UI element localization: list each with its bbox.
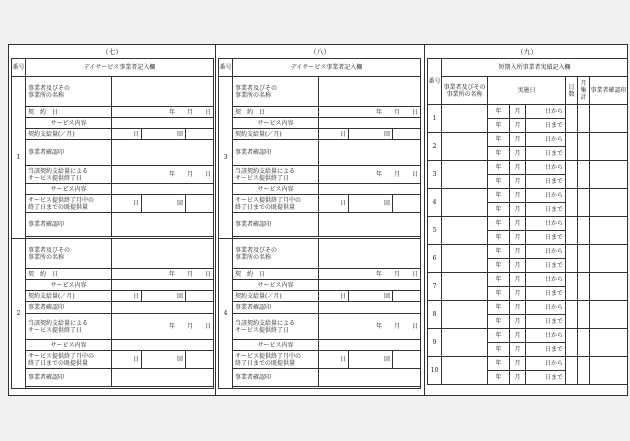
confirm-seal-label: 事業者確認印: [26, 302, 112, 314]
office-name-label: 事業者及びその 事業所の名称: [26, 239, 112, 269]
provided-extra-field[interactable]: [186, 195, 214, 213]
amount-days-field[interactable]: 日: [319, 291, 349, 302]
to-day[interactable]: 日まで: [526, 203, 566, 217]
month-total-field[interactable]: [578, 217, 590, 245]
month-total-field[interactable]: [578, 189, 590, 217]
row-number: 2: [428, 133, 442, 161]
row-number: 1: [428, 105, 442, 133]
from-day[interactable]: 日から: [526, 217, 566, 231]
office-field[interactable]: [442, 105, 488, 133]
from-year: 年: [488, 301, 510, 315]
provided-times-field[interactable]: 回: [142, 195, 186, 213]
office-field[interactable]: [442, 329, 488, 357]
office-field[interactable]: [442, 301, 488, 329]
provided-days-field[interactable]: 日: [112, 351, 142, 369]
from-day[interactable]: 日から: [526, 357, 566, 371]
contract-date-field[interactable]: 年 月 日: [112, 269, 214, 280]
block-number: 2: [12, 239, 26, 389]
col-header: 短期入所事業者実績記入欄: [442, 59, 628, 77]
panel-eight: [216, 45, 424, 395]
office-name-field[interactable]: [112, 239, 214, 269]
month-total-field[interactable]: [578, 301, 590, 329]
provided-times-field[interactable]: 回: [142, 351, 186, 369]
row-number: 9: [428, 329, 442, 357]
contract-date-label: 契 約 日: [26, 107, 112, 118]
amount-times-field[interactable]: 回: [349, 129, 393, 140]
from-day[interactable]: 日から: [526, 161, 566, 175]
from-year: 年: [488, 133, 510, 147]
amount-times-field[interactable]: 回: [349, 291, 393, 302]
from-year: 年: [488, 161, 510, 175]
from-month: 月: [510, 105, 526, 119]
month-total-header: 月集計: [578, 77, 590, 105]
confirm-header: 事業者確認印: [590, 77, 628, 105]
row-number: 5: [428, 217, 442, 245]
confirm-seal-field[interactable]: [112, 140, 214, 166]
from-month: 月: [510, 133, 526, 147]
end-date-field[interactable]: 年 月 日: [112, 166, 214, 184]
month-total-field[interactable]: [578, 245, 590, 273]
confirm-seal-label: 事業者確認印: [26, 140, 112, 166]
office-field[interactable]: [442, 217, 488, 245]
to-month: 月: [510, 147, 526, 161]
amount-days-field[interactable]: 日: [112, 291, 142, 302]
amount-days-field[interactable]: 日: [319, 129, 349, 140]
from-day[interactable]: 日から: [526, 273, 566, 287]
month-total-field[interactable]: [578, 133, 590, 161]
confirm-field[interactable]: [590, 329, 628, 357]
office-field[interactable]: [442, 161, 488, 189]
row-number: 7: [428, 273, 442, 301]
confirm-seal-field[interactable]: [319, 302, 421, 314]
office-name-field[interactable]: [319, 239, 421, 269]
to-month: 月: [510, 231, 526, 245]
to-month: 月: [510, 259, 526, 273]
end-date-field[interactable]: 年 月 日: [112, 314, 214, 340]
provided-days-field[interactable]: 日: [319, 195, 349, 213]
provided-days-field[interactable]: 日: [112, 195, 142, 213]
office-name-field[interactable]: [112, 77, 214, 107]
days-field[interactable]: [566, 217, 578, 245]
amount-times-field[interactable]: 回: [142, 129, 186, 140]
provided-extra-field[interactable]: [186, 351, 214, 369]
to-day[interactable]: 日まで: [526, 287, 566, 301]
to-month: 月: [510, 371, 526, 385]
from-year: 年: [488, 273, 510, 287]
confirm-field[interactable]: [590, 161, 628, 189]
service-content-field-2[interactable]: [112, 184, 214, 195]
to-month: 月: [510, 287, 526, 301]
days-field[interactable]: [566, 245, 578, 273]
contract-date-label: 契 約 日: [26, 269, 112, 280]
confirm-seal-label-2: 事業者確認印: [233, 213, 319, 237]
service-content-label: サービス内容: [233, 280, 319, 291]
panel-nine: [425, 45, 629, 395]
service-content-field-2[interactable]: [319, 184, 421, 195]
days-field[interactable]: [566, 105, 578, 133]
provided-amount-label: サービス提供終了月中の 終了日までの既提供量: [26, 351, 112, 369]
provided-amount-label: サービス提供終了月中の 終了日までの既提供量: [26, 195, 112, 213]
provided-amount-label: サービス提供終了月中の 終了日までの既提供量: [233, 351, 319, 369]
from-month: 月: [510, 301, 526, 315]
to-day[interactable]: 日まで: [526, 147, 566, 161]
contract-amount-label: 契約支給量(／月): [26, 291, 112, 302]
col-number-header: 番号: [428, 59, 442, 105]
end-date-label: 当該契約支給量による サービス提供終了日: [233, 314, 319, 340]
service-content-field[interactable]: [319, 118, 421, 129]
service-content-label-2: サービス内容: [233, 340, 319, 351]
service-content-label: サービス内容: [233, 118, 319, 129]
from-day[interactable]: 日から: [526, 189, 566, 203]
service-content-field[interactable]: [112, 118, 214, 129]
to-year: 年: [488, 287, 510, 301]
confirm-field[interactable]: [590, 189, 628, 217]
to-year: 年: [488, 371, 510, 385]
end-date-field[interactable]: 年 月 日: [319, 314, 421, 340]
row-number: 10: [428, 357, 442, 385]
provided-extra-field[interactable]: [393, 195, 421, 213]
amount-extra-field[interactable]: [393, 129, 421, 140]
office-field[interactable]: [442, 133, 488, 161]
confirm-field[interactable]: [590, 245, 628, 273]
to-year: 年: [488, 203, 510, 217]
to-year: 年: [488, 259, 510, 273]
from-month: 月: [510, 329, 526, 343]
to-year: 年: [488, 175, 510, 189]
provided-times-field[interactable]: 回: [349, 195, 393, 213]
month-total-field[interactable]: [578, 161, 590, 189]
from-month: 月: [510, 217, 526, 231]
panel-title: （九）: [516, 48, 538, 56]
days-field[interactable]: [566, 329, 578, 357]
confirm-seal-label: 事業者確認印: [233, 302, 319, 314]
days-field[interactable]: [566, 133, 578, 161]
end-date-label: 当該契約支給量による サービス提供終了日: [233, 166, 319, 184]
provided-days-field[interactable]: 日: [319, 351, 349, 369]
to-year: 年: [488, 343, 510, 357]
office-field[interactable]: [442, 357, 488, 385]
to-year: 年: [488, 315, 510, 329]
office-field[interactable]: [442, 245, 488, 273]
block-number: 3: [219, 77, 233, 239]
office-name-header: 事業者及びその 事業所の名称: [442, 77, 488, 105]
col-header: デイサービス事業者記入欄: [26, 59, 214, 77]
confirm-seal-label-2: 事業者確認印: [233, 369, 319, 387]
office-name-label: 事業者及びその 事業所の名称: [233, 77, 319, 107]
confirm-seal-label-2: 事業者確認印: [26, 213, 112, 237]
block-number: 4: [219, 239, 233, 389]
provided-times-field[interactable]: 回: [349, 351, 393, 369]
row-number: 3: [428, 161, 442, 189]
from-year: 年: [488, 189, 510, 203]
office-name-label: 事業者及びその 事業所の名称: [233, 239, 319, 269]
contract-amount-label: 契約支給量(／月): [26, 129, 112, 140]
office-name-label: 事業者及びその 事業所の名称: [26, 77, 112, 107]
service-content-label-2: サービス内容: [26, 184, 112, 195]
col-header: デイサービス事業者記入欄: [233, 59, 421, 77]
days-field[interactable]: [566, 357, 578, 385]
to-day[interactable]: 日まで: [526, 259, 566, 273]
office-field[interactable]: [442, 189, 488, 217]
to-month: 月: [510, 315, 526, 329]
provided-amount-label: サービス提供終了月中の 終了日までの既提供量: [233, 195, 319, 213]
confirm-seal-field-2[interactable]: [319, 369, 421, 387]
row-number: 4: [428, 189, 442, 217]
days-field[interactable]: [566, 301, 578, 329]
daycare-table: [218, 58, 421, 389]
contract-date-field[interactable]: 年 月 日: [112, 107, 214, 118]
to-month: 月: [510, 343, 526, 357]
daycare-table: [11, 58, 214, 389]
short-stay-table: [427, 58, 628, 385]
confirm-field[interactable]: [590, 301, 628, 329]
from-year: 年: [488, 245, 510, 259]
confirm-seal-field[interactable]: [319, 140, 421, 166]
to-month: 月: [510, 203, 526, 217]
row-number: 8: [428, 301, 442, 329]
days-field[interactable]: [566, 189, 578, 217]
to-day[interactable]: 日まで: [526, 343, 566, 357]
confirm-seal-field-2[interactable]: [319, 213, 421, 237]
panel-seven: [9, 45, 215, 395]
from-day[interactable]: 日から: [526, 301, 566, 315]
service-content-field[interactable]: [112, 280, 214, 291]
row-number: 6: [428, 245, 442, 273]
from-day[interactable]: 日から: [526, 329, 566, 343]
from-day[interactable]: 日から: [526, 133, 566, 147]
days-header: 日数: [566, 77, 578, 105]
from-year: 年: [488, 329, 510, 343]
block-number: 1: [12, 77, 26, 239]
confirm-field[interactable]: [590, 105, 628, 133]
service-content-label-2: サービス内容: [26, 340, 112, 351]
to-year: 年: [488, 147, 510, 161]
to-day[interactable]: 日まで: [526, 231, 566, 245]
confirm-seal-field-2[interactable]: [112, 369, 214, 387]
confirm-field[interactable]: [590, 133, 628, 161]
from-month: 月: [510, 189, 526, 203]
col-number-header: 番号: [219, 59, 233, 77]
from-month: 月: [510, 273, 526, 287]
from-year: 年: [488, 357, 510, 371]
panel-title: （七）: [101, 48, 123, 56]
to-year: 年: [488, 119, 510, 133]
confirm-field[interactable]: [590, 217, 628, 245]
amount-days-field[interactable]: 日: [112, 129, 142, 140]
confirm-seal-label: 事業者確認印: [233, 140, 319, 166]
days-field[interactable]: [566, 273, 578, 301]
provided-extra-field[interactable]: [393, 351, 421, 369]
service-content-field-2[interactable]: [112, 340, 214, 351]
service-content-label: サービス内容: [26, 280, 112, 291]
col-number-header: 番号: [12, 59, 26, 77]
confirm-seal-label-2: 事業者確認印: [26, 369, 112, 387]
to-month: 月: [510, 175, 526, 189]
month-total-field[interactable]: [578, 273, 590, 301]
end-date-label: 当該契約支給量による サービス提供終了日: [26, 166, 112, 184]
contract-date-field[interactable]: 年 月 日: [319, 269, 421, 280]
confirm-field[interactable]: [590, 357, 628, 385]
from-month: 月: [510, 161, 526, 175]
office-name-field[interactable]: [319, 77, 421, 107]
end-date-label: 当該契約支給量による サービス提供終了日: [26, 314, 112, 340]
contract-amount-label: 契約支給量(／月): [233, 129, 319, 140]
from-day[interactable]: 日から: [526, 105, 566, 119]
contract-date-label: 契 約 日: [233, 107, 319, 118]
to-day[interactable]: 日まで: [526, 371, 566, 385]
confirm-seal-field-2[interactable]: [112, 213, 214, 237]
from-day[interactable]: 日から: [526, 245, 566, 259]
contract-date-label: 契 約 日: [233, 269, 319, 280]
office-field[interactable]: [442, 273, 488, 301]
service-content-label: サービス内容: [26, 118, 112, 129]
to-day[interactable]: 日まで: [526, 119, 566, 133]
month-total-field[interactable]: [578, 329, 590, 357]
to-year: 年: [488, 231, 510, 245]
from-month: 月: [510, 357, 526, 371]
date-header: 実施日: [488, 77, 566, 105]
month-total-field[interactable]: [578, 357, 590, 385]
confirm-seal-field[interactable]: [112, 302, 214, 314]
service-content-field-2[interactable]: [319, 340, 421, 351]
amount-extra-field[interactable]: [186, 291, 214, 302]
contract-amount-label: 契約支給量(／月): [233, 291, 319, 302]
to-month: 月: [510, 119, 526, 133]
to-day[interactable]: 日まで: [526, 315, 566, 329]
days-field[interactable]: [566, 161, 578, 189]
end-date-field[interactable]: 年 月 日: [319, 166, 421, 184]
contract-date-field[interactable]: 年 月 日: [319, 107, 421, 118]
from-year: 年: [488, 217, 510, 231]
panel-title: （八）: [309, 48, 331, 56]
service-content-field[interactable]: [319, 280, 421, 291]
from-year: 年: [488, 105, 510, 119]
from-month: 月: [510, 245, 526, 259]
month-total-field[interactable]: [578, 105, 590, 133]
amount-times-field[interactable]: 回: [142, 291, 186, 302]
service-content-label-2: サービス内容: [233, 184, 319, 195]
amount-extra-field[interactable]: [186, 129, 214, 140]
amount-extra-field[interactable]: [393, 291, 421, 302]
confirm-field[interactable]: [590, 273, 628, 301]
document-form: [8, 44, 628, 396]
to-day[interactable]: 日まで: [526, 175, 566, 189]
